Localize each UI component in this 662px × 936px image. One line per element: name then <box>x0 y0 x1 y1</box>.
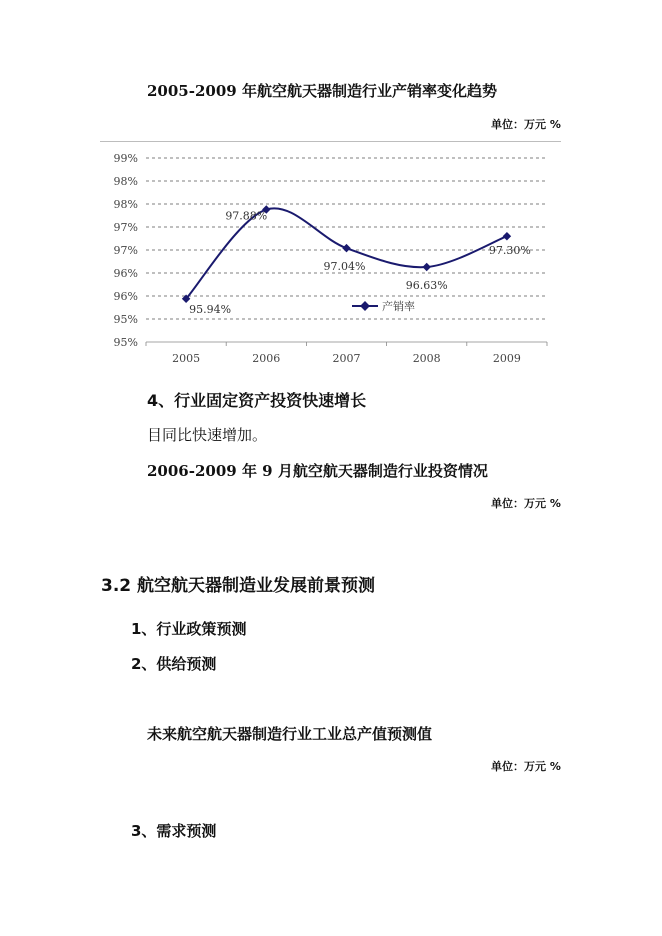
section-heading-outlook: 3.2 航空航天器制造业发展前景预测 <box>101 576 376 596</box>
list-item-demand: 3、需求预测 <box>131 822 217 840</box>
y-tick-label: 99% <box>113 152 138 165</box>
x-tick-label: 2008 <box>412 352 441 365</box>
unit-label: 单位：万元 % <box>491 497 561 510</box>
unit-label: 单位：万元 % <box>491 118 561 131</box>
x-tick-label: 2005 <box>172 352 201 365</box>
x-tick-label: 2006 <box>252 352 281 365</box>
chart-background <box>100 146 561 372</box>
chart-title: 2005-2009 年航空航天器制造行业产销率变化趋势 <box>147 82 497 100</box>
list-item-supply: 2、供给预测 <box>131 655 217 673</box>
y-tick-label: 98% <box>113 175 138 188</box>
y-tick-label: 96% <box>113 290 138 303</box>
y-tick-label: 97% <box>113 221 138 234</box>
y-tick-label: 97% <box>113 244 138 257</box>
section-heading-investment: 4、行业固定资产投资快速增长 <box>147 391 367 410</box>
production-sales-rate-chart <box>100 146 561 372</box>
y-tick-label: 96% <box>113 267 138 280</box>
x-tick-label: 2007 <box>332 352 361 365</box>
table-title-investment: 2006-2009 年 9 月航空航天器制造行业投资情况 <box>147 462 488 480</box>
y-tick-label: 95% <box>113 313 138 326</box>
data-label: 97.88% <box>225 209 268 223</box>
data-label: 97.04% <box>323 260 366 274</box>
data-label: 95.94% <box>189 302 232 316</box>
y-axis-ticks <box>114 152 138 349</box>
table-title-forecast: 未来航空航天器制造行业工业总产值预测值 <box>147 725 433 743</box>
body-text: 目同比快速增加。 <box>147 426 268 444</box>
unit-label: 单位：万元 % <box>491 760 561 773</box>
list-item-policy: 1、行业政策预测 <box>131 620 247 638</box>
legend-label: 产销率 <box>382 300 415 313</box>
y-tick-label: 98% <box>113 198 138 211</box>
data-label: 97.30% <box>488 244 531 258</box>
data-label: 96.63% <box>405 279 448 293</box>
y-tick-label: 95% <box>113 336 138 349</box>
x-tick-label: 2009 <box>492 352 521 365</box>
divider <box>100 141 561 142</box>
